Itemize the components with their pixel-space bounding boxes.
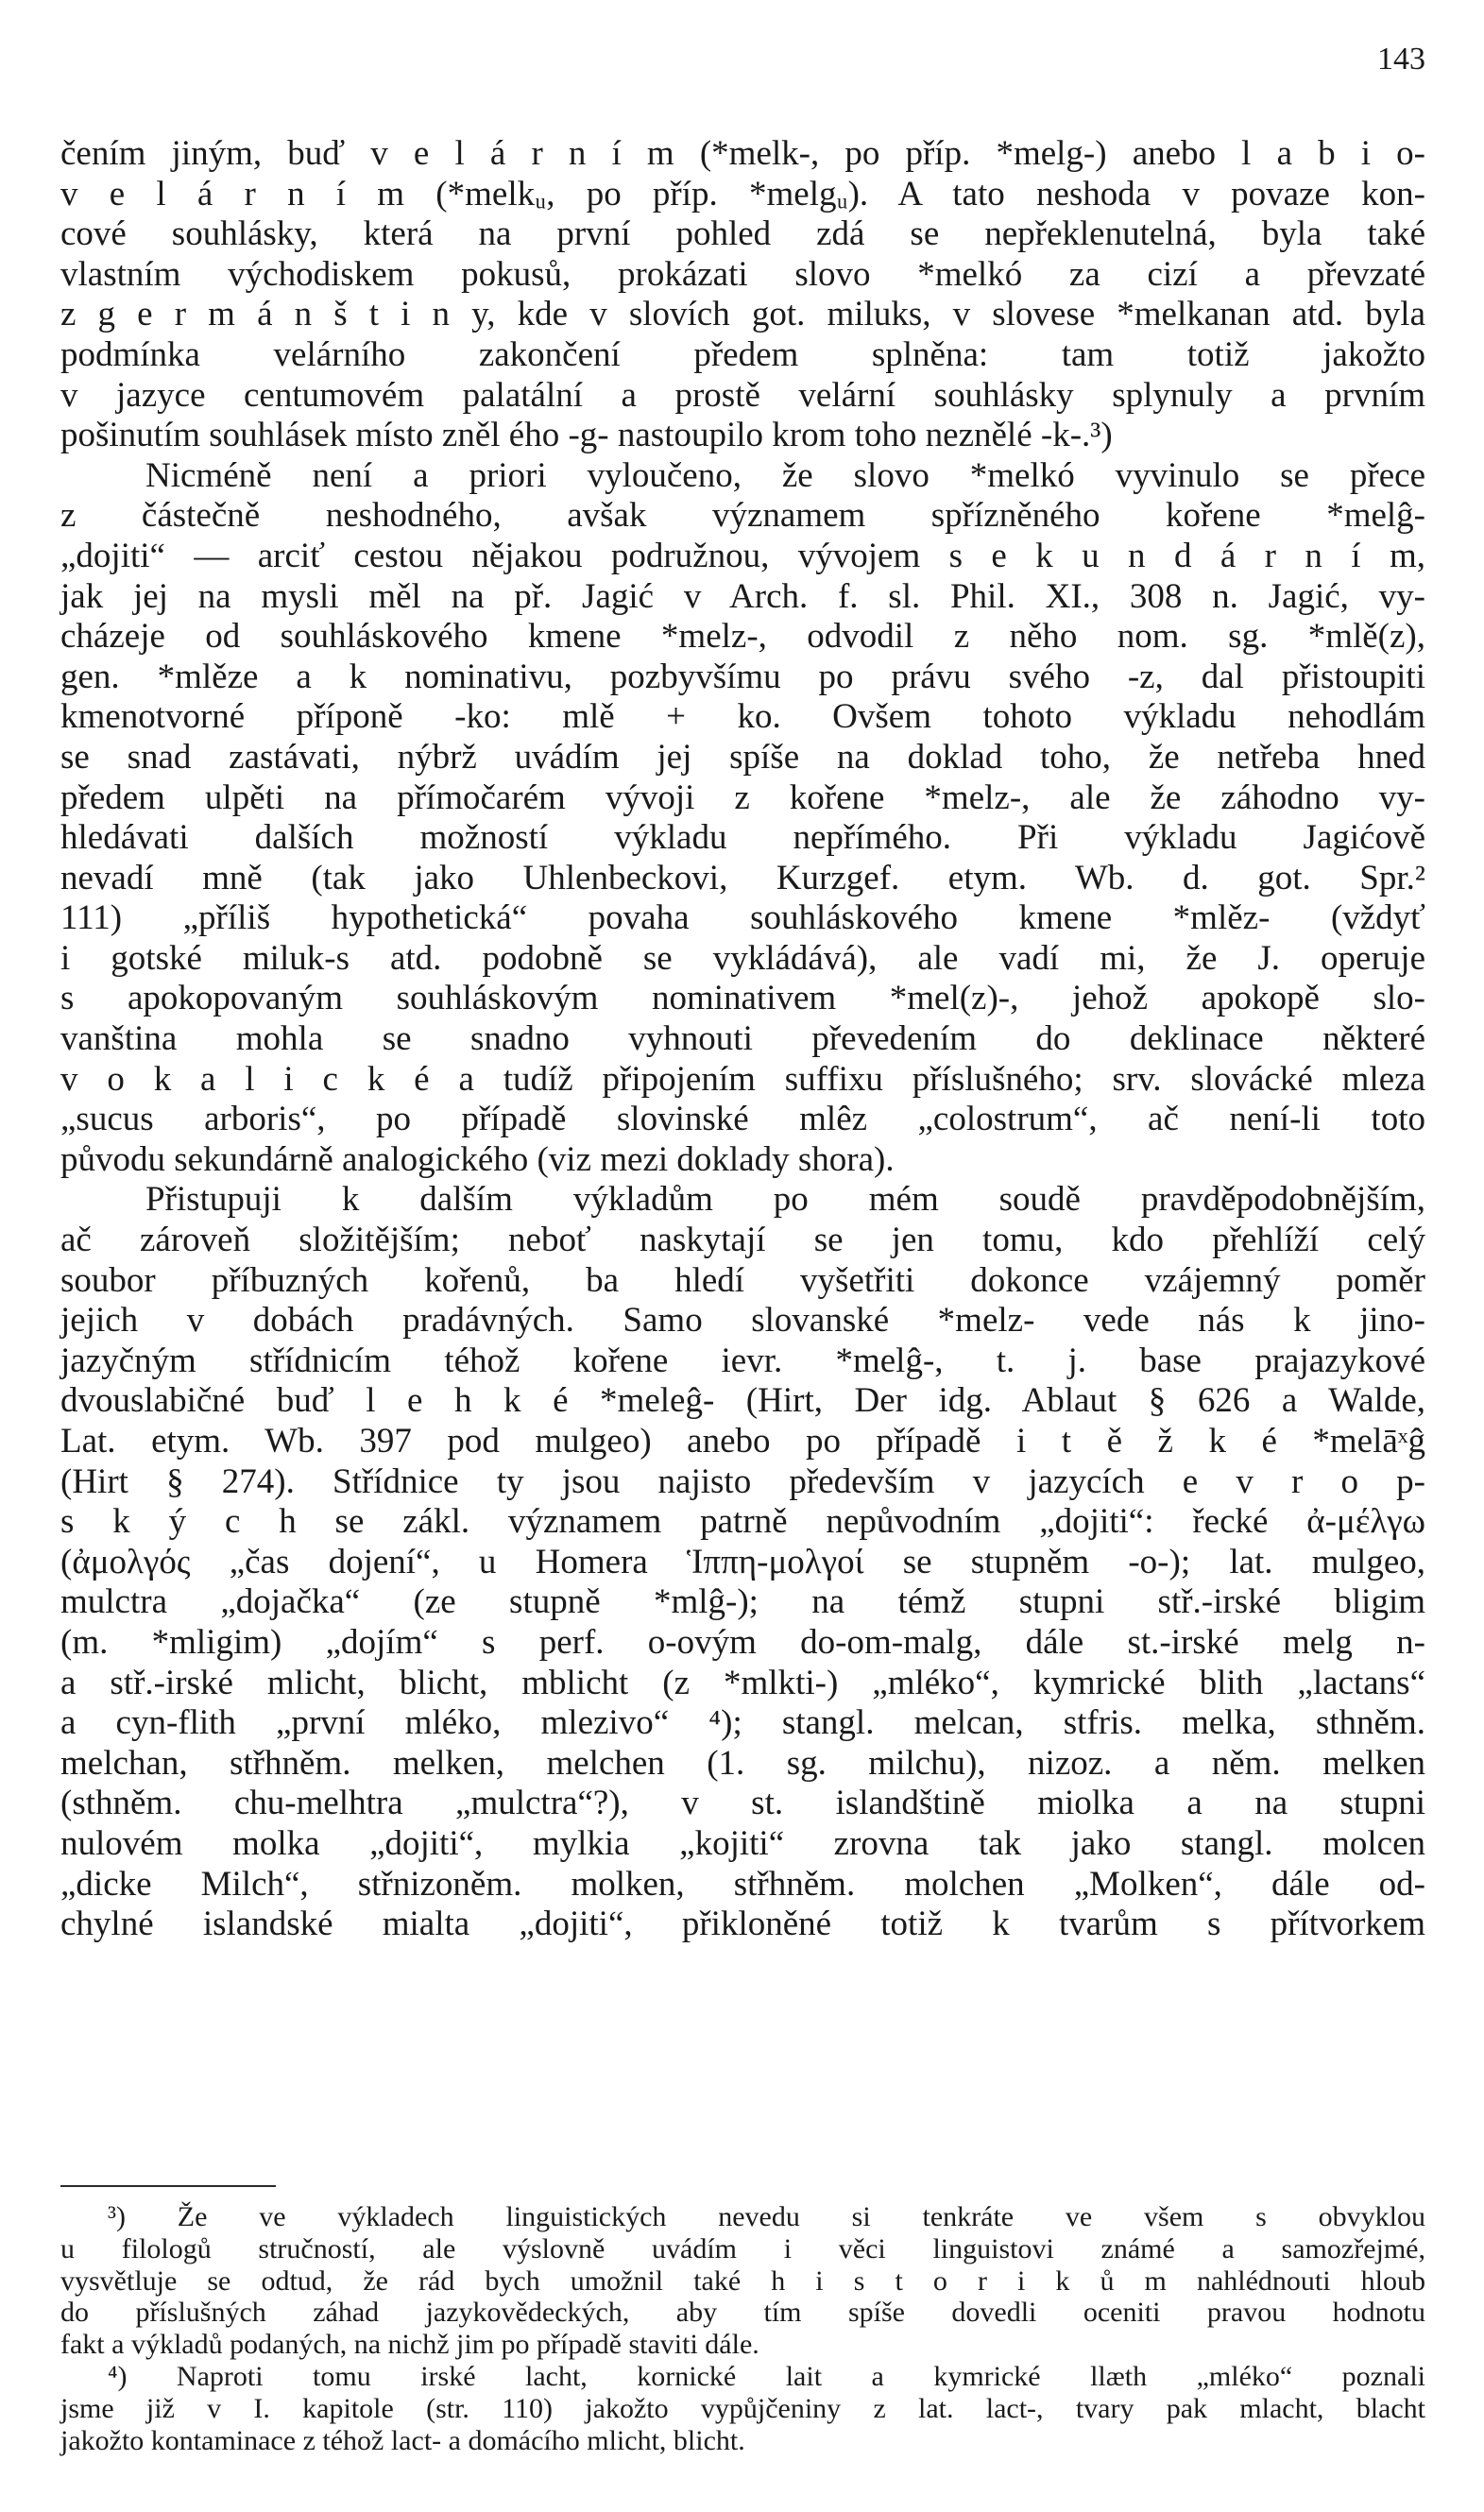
body-line: z g e r m á n š t i n y, kde v slovích got. miluks, v slovese *melkanan atd. byla [60,295,1425,334]
body-line: kmenotvorné příponě -ko: mlě + ko. Ovšem tohoto výkladu nehodlám [60,697,1425,737]
body-line: Přistupuji k dalším výkladům po mém soudě pravděpodobnějším, [145,1180,1425,1220]
body-line: vlastním východiskem pokusů, prokázati slovo *melkó za cizí a převzaté [60,254,1425,294]
body-line: cházeje od souhláskového kmene *melz-, odvodil z něho nom. sg. *mlě(z), [60,617,1425,657]
footnote-line: fakt a výkladů podaných, na nichž jim po případě staviti dále. [60,2329,759,2361]
body-line: (ἀμολγός „čas dojení“, u Homera Ἱππη-μολγοί se stupněm -o-); lat. mulgeo, [60,1542,1425,1581]
page-number: 143 [1377,42,1425,77]
body-line: (m. *mligim) „dojím“ s perf. o-ovým do-om-malg, dále st.-irské melg n- [60,1622,1425,1662]
body-line: „dojiti“ — arciť cestou nějakou podružnou, vývojem s e k u n d á r n í m, [60,536,1425,575]
body-line: původu sekundárně analogického (viz mezi doklady shora). [60,1139,895,1179]
body-line: jejich v dobách pradávných. Samo slovanské *melz- vede nás k jino- [60,1301,1425,1341]
body-line: jazyčným střídnicím téhož kořene ievr. *melĝ-, t. j. base prajazykové [60,1341,1425,1380]
footnote-line: jakožto kontaminace z téhož lact- a domácího mlicht, blicht. [60,2424,745,2456]
footnotes [60,2201,1425,2456]
body-line: soubor příbuzných kořenů, ba hledí vyšetřiti dokonce vzájemný poměr [60,1260,1425,1300]
body-line: i gotské miluk-s atd. podobně se vykládává), ale vadí mi, že J. operuje [60,938,1425,978]
footnote-line: do příslušných záhad jazykovědeckých, aby tím spíše dovedli oceniti pravou hodnotu [60,2297,1425,2329]
body-line: podmínka velárního zakončení předem splněna: tam totiž jakožto [60,334,1425,374]
body-line: v o k a l i c k é a tudíž připojením suffixu příslušného; srv. slovácké mleza [60,1059,1425,1099]
body-line: pošinutím souhlásek místo zněl ého -g- nastoupilo krom toho neznělé -k-.³) [60,416,1113,455]
footnote-line: ³) Že ve výkladech linguistických nevedu si tenkráte ve všem s obvyklou [108,2201,1425,2232]
body-line: v e l á r n í m (*melkᵤ, po příp. *melgᵤ). A tato neshoda v povaze kon- [60,174,1425,214]
body-line: cové souhlásky, která na první pohled zdá se nepřeklenutelná, byla také [60,214,1425,254]
body-line: s k ý c h se zákl. významem patrně nepůvodním „dojiti“: řecké ἀ-μέλγω [60,1502,1425,1542]
body-line: chylné islandské mialta „dojiti“, přikloněné totiž k tvarům s přítvorkem [60,1905,1425,1944]
body-line: se snad zastávati, nýbrž uvádím jej spíše na doklad toho, že netřeba hned [60,737,1425,777]
footnote-line: u filologů stručností, ale výslovně uvádím i věci linguistovi známé a samozřejmé, [60,2232,1425,2264]
body-text [60,134,1425,1945]
body-line: z částečně neshodného, avšak významem spřízněného kořene *melĝ- [60,496,1425,536]
body-line: (Hirt § 274). Střídnice ty jsou najisto především v jazycích e v r o p- [60,1461,1425,1501]
body-line: nevadí mně (tak jako Uhlenbeckovi, Kurzgef. etym. Wb. d. got. Spr.² [60,858,1425,897]
body-line: Lat. etym. Wb. 397 pod mulgeo) anebo po případě i t ě ž k é *melāˣĝ [60,1422,1425,1461]
body-line: a stř.-irské mlicht, blicht, mblicht (z *mlkti-) „mléko“, kymrické blith „lactans“ [60,1663,1425,1702]
body-line: „dicke Milch“, střnizoněm. molken, střhněm. molchen „Molken“, dále od- [60,1864,1425,1904]
body-line: hledávati dalších možností výkladu nepřímého. Při výkladu Jagićově [60,818,1425,858]
body-line: jak jej na mysli měl na př. Jagić v Arch. f. sl. Phil. XI., 308 n. Jagić, vy- [60,576,1425,616]
footnote-line: vysvětluje se odtud, že rád bych umožnil také h i s t o r i k ů m nahlédnouti hloub [60,2264,1425,2297]
body-line: gen. *mlěze a k nominativu, pozbyvšímu po právu svého -z, dal přistoupiti [60,657,1425,696]
body-line: „sucus arboris“, po případě slovinské mlêz „colostrum“, ač není-li toto [60,1100,1425,1139]
body-line: a cyn-flith „první mléko, mlezivo“ ⁴); stangl. melcan, stfris. melka, sthněm. [60,1703,1425,1743]
body-line: čením jiným, buď v e l á r n í m (*melk-, po příp. *melg-) anebo l a b i o- [60,134,1425,173]
body-line: předem ulpěti na přímočarém vývoji z kořene *melz-, ale že záhodno vy- [60,778,1425,817]
body-line: v jazyce centumovém palatální a prostě velární souhlásky splynuly a prvním [60,375,1425,415]
body-line: (sthněm. chu-melhtra „mulctra“?), v st. islandštině miolka a na stupni [60,1784,1425,1823]
body-line: s apokopovaným souhláskovým nominativem *mel(z)-, jehož apokopě slo- [60,979,1425,1018]
body-line: Nicméně není a priori vyloučeno, že slovo *melkó vyvinulo se přece [145,455,1425,495]
footnote-line: jsme již v I. kapitole (str. 110) jakožto vypůjčeniny z lat. lact-, tvary pak mlacht, blacht [60,2392,1425,2424]
body-line: vanština mohla se snadno vyhnouti převedením do deklinace některé [60,1019,1425,1059]
body-line: melchan, střhněm. melken, melchen (1. sg. milchu), nizoz. a něm. melken [60,1743,1425,1783]
footnote-divider [60,2185,276,2187]
body-line: ač zároveň složitějším; neboť naskytají se jen tomu, kdo přehlíží celý [60,1221,1425,1260]
body-line: nulovém molka „dojiti“, mylkia „kojiti“ zrovna tak jako stangl. molcen [60,1823,1425,1863]
body-line: dvouslabičné buď l e h k é *meleĝ- (Hirt, Der idg. Ablaut § 626 a Walde, [60,1381,1425,1421]
footnote-line: ⁴) Naproti tomu irské lacht, kornické lait a kymrické llæth „mléko“ poznali [108,2360,1425,2392]
body-line: 111) „příliš hypothetická“ povaha souhláskového kmene *mlěz- (vždyť [60,898,1425,938]
body-line: mulctra „dojačka“ (ze stupně *mlĝ-); na témž stupni stř.-irské bligim [60,1582,1425,1622]
